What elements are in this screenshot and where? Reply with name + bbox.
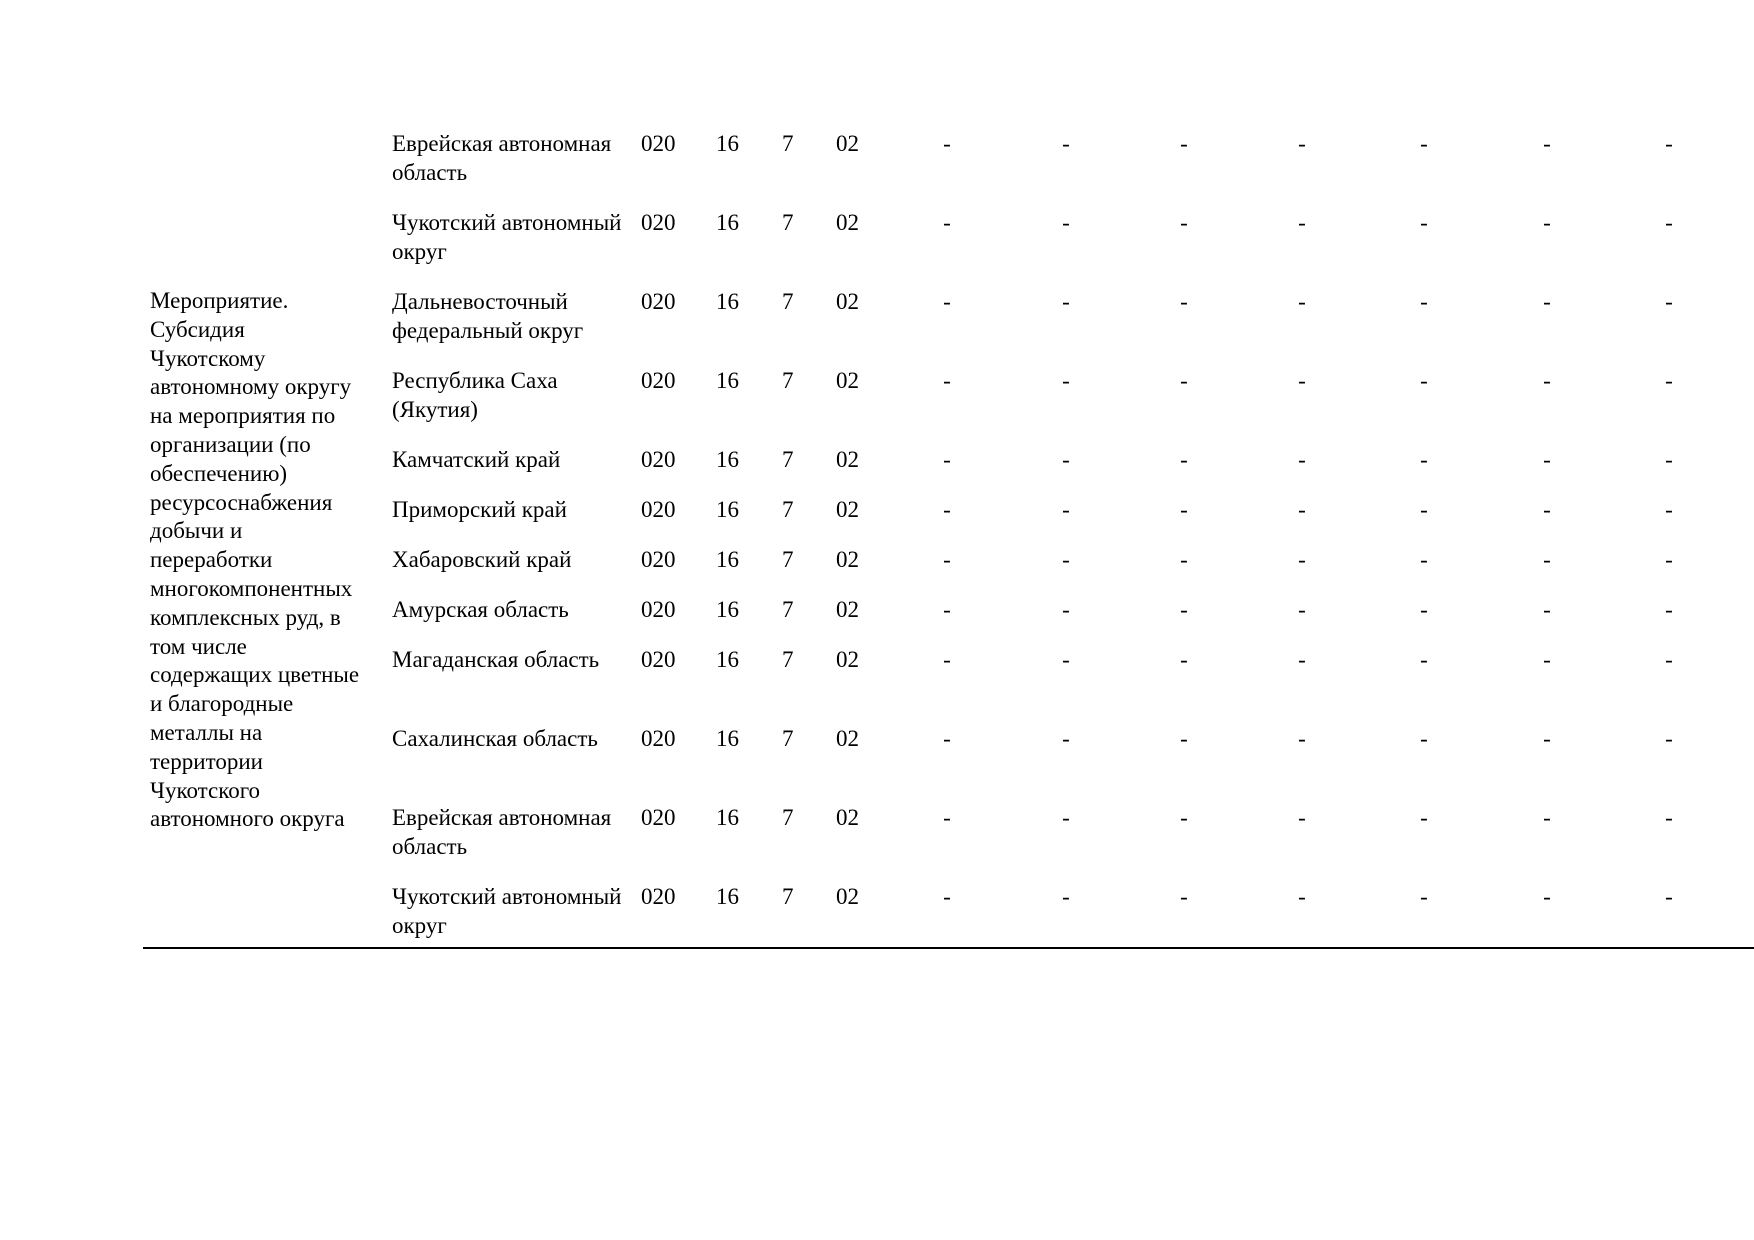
measure-description: [150, 287, 380, 834]
value-cell: -: [943, 597, 951, 622]
region-name: Республика Саха (Якутия): [392, 368, 558, 422]
region-name: Дальневосточный федеральный округ: [392, 289, 584, 343]
value-cell: -: [1665, 805, 1673, 830]
value-cell: -: [943, 368, 951, 393]
value-cell: -: [1062, 805, 1070, 830]
value-cell: -: [1062, 884, 1070, 909]
value-cell: -: [1180, 368, 1188, 393]
value-cell: -: [1420, 597, 1428, 622]
value-cell: -: [1665, 131, 1673, 156]
value-cell: -: [1543, 447, 1551, 472]
budget-code-1: 020: [641, 884, 676, 909]
value-cell: -: [1420, 289, 1428, 314]
measure-line: и благородные: [150, 691, 294, 717]
value-cell: -: [1298, 368, 1306, 393]
budget-code-4: 02: [836, 289, 859, 314]
value-cell: -: [1180, 289, 1188, 314]
measure-line: Чукотскому: [150, 345, 266, 371]
measure-line: Субсидия: [150, 316, 245, 342]
value-cell: -: [943, 447, 951, 472]
budget-code-3: 7: [782, 647, 794, 672]
value-cell: -: [1420, 726, 1428, 751]
budget-code-1: 020: [641, 805, 676, 830]
measure-line: содержащих цветные: [150, 662, 360, 688]
budget-code-3: 7: [782, 497, 794, 522]
budget-code-2: 16: [716, 647, 739, 672]
budget-code-3: 7: [782, 884, 794, 909]
budget-code-2: 16: [716, 210, 739, 235]
budget-code-1: 020: [641, 726, 676, 751]
value-cell: -: [1298, 726, 1306, 751]
measure-line: автономного округа: [150, 806, 345, 832]
budget-code-4: 02: [836, 884, 859, 909]
value-cell: -: [1420, 447, 1428, 472]
measure-line: добычи и: [150, 518, 243, 544]
value-cell: -: [1420, 210, 1428, 235]
budget-code-2: 16: [716, 289, 739, 314]
budget-code-4: 02: [836, 597, 859, 622]
value-cell: -: [1298, 497, 1306, 522]
value-cell: -: [1420, 805, 1428, 830]
region-name: Приморский край: [392, 497, 567, 522]
budget-code-1: 020: [641, 447, 676, 472]
value-cell: -: [1543, 497, 1551, 522]
value-cell: -: [1543, 726, 1551, 751]
value-cell: -: [1543, 131, 1551, 156]
value-cell: -: [1543, 210, 1551, 235]
value-cell: -: [1665, 547, 1673, 572]
value-cell: -: [1543, 597, 1551, 622]
value-cell: -: [943, 726, 951, 751]
value-cell: -: [1543, 647, 1551, 672]
measure-line: комплексных руд, в: [150, 604, 341, 630]
budget-code-2: 16: [716, 597, 739, 622]
measure-line: Мероприятие.: [150, 288, 289, 313]
value-cell: -: [1062, 547, 1070, 572]
budget-code-3: 7: [782, 368, 794, 393]
budget-code-3: 7: [782, 547, 794, 572]
region-name: Еврейская автономная область: [392, 131, 612, 185]
value-cell: -: [1665, 597, 1673, 622]
budget-code-4: 02: [836, 547, 859, 572]
value-cell: -: [1665, 647, 1673, 672]
value-cell: -: [1543, 547, 1551, 572]
budget-code-3: 7: [782, 726, 794, 751]
budget-code-4: 02: [836, 447, 859, 472]
budget-code-3: 7: [782, 131, 794, 156]
budget-code-1: 020: [641, 647, 676, 672]
budget-code-4: 02: [836, 131, 859, 156]
budget-code-4: 02: [836, 368, 859, 393]
value-cell: -: [1665, 497, 1673, 522]
budget-code-2: 16: [716, 884, 739, 909]
budget-code-1: 020: [641, 131, 676, 156]
value-cell: -: [1665, 368, 1673, 393]
value-cell: -: [1062, 131, 1070, 156]
measure-line: обеспечению): [150, 460, 288, 486]
budget-code-3: 7: [782, 597, 794, 622]
value-cell: -: [1180, 131, 1188, 156]
budget-code-2: 16: [716, 726, 739, 751]
value-cell: -: [1062, 597, 1070, 622]
value-cell: -: [1180, 597, 1188, 622]
value-cell: -: [1298, 805, 1306, 830]
budget-code-1: 020: [641, 497, 676, 522]
value-cell: -: [943, 289, 951, 314]
table-bottom-border: [143, 947, 1754, 949]
value-cell: -: [1298, 647, 1306, 672]
region-name: Сахалинская область: [392, 726, 598, 751]
measure-line: территории: [150, 748, 263, 774]
budget-code-4: 02: [836, 210, 859, 235]
value-cell: -: [1543, 289, 1551, 314]
value-cell: -: [1062, 726, 1070, 751]
value-cell: -: [1298, 131, 1306, 156]
budget-code-4: 02: [836, 647, 859, 672]
value-cell: -: [943, 131, 951, 156]
budget-code-3: 7: [782, 289, 794, 314]
measure-line: переработки: [150, 547, 273, 573]
value-cell: -: [1298, 289, 1306, 314]
budget-code-1: 020: [641, 597, 676, 622]
value-cell: -: [1180, 210, 1188, 235]
value-cell: -: [1180, 647, 1188, 672]
budget-code-2: 16: [716, 131, 739, 156]
value-cell: -: [943, 210, 951, 235]
value-cell: -: [1062, 210, 1070, 235]
value-cell: -: [1180, 726, 1188, 751]
budget-code-2: 16: [716, 805, 739, 830]
budget-code-1: 020: [641, 289, 676, 314]
value-cell: -: [1665, 447, 1673, 472]
measure-line: металлы на: [150, 719, 263, 745]
value-cell: -: [1420, 884, 1428, 909]
value-cell: -: [943, 497, 951, 522]
value-cell: -: [943, 547, 951, 572]
value-cell: -: [1420, 131, 1428, 156]
budget-code-4: 02: [836, 497, 859, 522]
budget-code-3: 7: [782, 210, 794, 235]
value-cell: -: [1180, 497, 1188, 522]
budget-code-2: 16: [716, 368, 739, 393]
value-cell: -: [1180, 547, 1188, 572]
value-cell: -: [1298, 597, 1306, 622]
value-cell: -: [1298, 547, 1306, 572]
measure-line: Чукотского: [150, 777, 261, 803]
region-name: Камчатский край: [392, 447, 561, 472]
value-cell: -: [1665, 289, 1673, 314]
value-cell: -: [1062, 447, 1070, 472]
value-cell: -: [1543, 805, 1551, 830]
budget-code-3: 7: [782, 447, 794, 472]
value-cell: -: [1665, 210, 1673, 235]
budget-code-2: 16: [716, 547, 739, 572]
region-name: Магаданская область: [392, 647, 600, 672]
region-name: Амурская область: [392, 597, 569, 622]
region-name: Хабаровский край: [392, 547, 572, 572]
value-cell: -: [1180, 447, 1188, 472]
value-cell: -: [1062, 289, 1070, 314]
value-cell: -: [1543, 884, 1551, 909]
region-name: Чукотский автономный округ: [392, 884, 622, 938]
budget-code-4: 02: [836, 805, 859, 830]
value-cell: -: [1298, 210, 1306, 235]
value-cell: -: [943, 884, 951, 909]
measure-line: ресурсоснабжения: [150, 489, 333, 515]
value-cell: -: [1420, 497, 1428, 522]
measure-line: организации (по: [150, 431, 311, 457]
budget-code-2: 16: [716, 497, 739, 522]
value-cell: -: [1298, 884, 1306, 909]
budget-code-2: 16: [716, 447, 739, 472]
value-cell: -: [1543, 368, 1551, 393]
region-name: Чукотский автономный округ: [392, 210, 622, 264]
value-cell: -: [1062, 647, 1070, 672]
budget-code-1: 020: [641, 210, 676, 235]
value-cell: -: [1062, 497, 1070, 522]
budget-code-1: 020: [641, 368, 676, 393]
budget-code-3: 7: [782, 805, 794, 830]
value-cell: -: [1420, 547, 1428, 572]
region-name: Еврейская автономная область: [392, 805, 612, 859]
measure-line: многокомпонентных: [150, 575, 353, 601]
value-cell: -: [1180, 884, 1188, 909]
value-cell: -: [1665, 884, 1673, 909]
value-cell: -: [1420, 368, 1428, 393]
value-cell: -: [943, 647, 951, 672]
budget-code-1: 020: [641, 547, 676, 572]
budget-code-4: 02: [836, 726, 859, 751]
value-cell: -: [1062, 368, 1070, 393]
value-cell: -: [1298, 447, 1306, 472]
measure-line: автономному округу: [150, 374, 352, 400]
value-cell: -: [1665, 726, 1673, 751]
value-cell: -: [1420, 647, 1428, 672]
value-cell: -: [943, 805, 951, 830]
value-cell: -: [1180, 805, 1188, 830]
measure-line: том числе: [150, 633, 247, 659]
measure-line: на мероприятия по: [150, 403, 336, 429]
